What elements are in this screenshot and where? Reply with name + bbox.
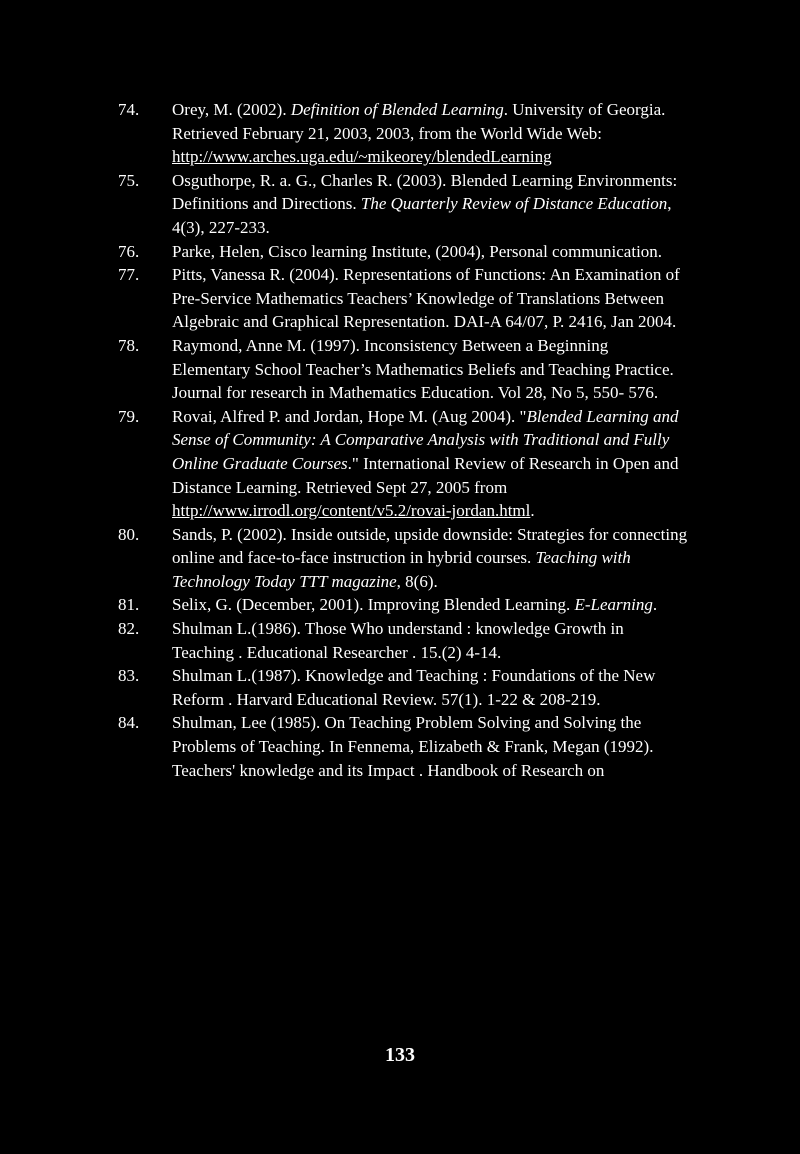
reference-number: 82.	[118, 619, 140, 639]
reference-link[interactable]: http://www.arches.uga.edu/~mikeorey/blendedLearning	[172, 147, 552, 167]
reference-text: Shulman L.(1986). Those Who understand : knowledge Growth in Teaching . Educational Researcher . 15.(2) 4-14.	[172, 619, 624, 662]
reference-item	[118, 593, 688, 617]
reference-text: Parke, Helen, Cisco learning Institute, (2004), Personal communication.	[172, 241, 663, 261]
reference-number: 80.	[118, 524, 140, 544]
reference-text: Rovai, Alfred P. and Jordan, Hope M. (Aug 2004). "Blended Learning and Sense of Community: A Comparative Analysis with Traditional and Fully Online Graduate Courses." International Review of Research in Open and Distance Learning. Retrieved Sept 27, 2005 from http://www.irrodl.org/content/v5.2/rovai-jordan.html.	[172, 406, 679, 521]
reference-text: Shulman, Lee (1985). On Teaching Problem Solving and Solving the Problems of Teaching. In Fennema, Elizabeth & Frank, Megan (1992). Teachers' knowledge and its Impact . Handbook of Research on	[172, 713, 654, 780]
reference-number: 77.	[118, 265, 140, 285]
reference-item	[118, 711, 688, 782]
reference-text: Raymond, Anne M. (1997). Inconsistency Between a Beginning Elementary School Teacher’s Mathematics Beliefs and Teaching Practice. Journal for research in Mathematics Education. Vol 28, No 5, 550- 576.	[172, 335, 674, 403]
reference-item	[118, 240, 688, 264]
reference-item	[118, 523, 688, 594]
reference-text: Pitts, Vanessa R. (2004). Representations of Functions: An Examination of Pre-Service Mathematics Teachers’ Knowledge of Translations Between Algebraic and Graphical Representation. DAI-A 64/07, P. 2416, Jan 2004.	[172, 265, 680, 332]
reference-item	[118, 98, 688, 169]
reference-number: 75.	[118, 170, 140, 190]
reference-number: 76.	[118, 241, 140, 261]
reference-item	[118, 664, 688, 711]
reference-number: 83.	[118, 666, 140, 686]
reference-number: 81.	[118, 595, 140, 615]
reference-text: Orey, M. (2002). Definition of Blended Learning. University of Georgia. Retrieved February 21, 2003, 2003, from the World Wide Web: http://www.arches.uga.edu/~mikeorey/blendedLearning	[172, 100, 666, 167]
reference-list	[118, 98, 688, 782]
reference-number: 79.	[118, 406, 140, 426]
reference-item	[118, 169, 688, 240]
reference-link[interactable]: http://www.irrodl.org/content/v5.2/rovai-jordan.html	[172, 501, 531, 521]
page-number: 133	[385, 1044, 415, 1066]
reference-text: Selix, G. (December, 2001). Improving Blended Learning. E-Learning.	[172, 595, 658, 615]
reference-item	[118, 405, 688, 523]
reference-text: Shulman L.(1987). Knowledge and Teaching : Foundations of the New Reform . Harvard Educational Review. 57(1). 1-22 & 208-219.	[172, 666, 656, 709]
reference-item	[118, 617, 688, 664]
reference-item	[118, 263, 688, 334]
reference-item	[118, 334, 688, 405]
reference-text: Osguthorpe, R. a. G., Charles R. (2003). Blended Learning Environments: Definitions and Directions. The Quarterly Review of Distance Education, 4(3), 227-233.	[172, 170, 678, 237]
reference-number: 78.	[118, 335, 140, 355]
reference-number: 84.	[118, 713, 140, 733]
reference-number: 74.	[118, 100, 140, 119]
reference-text: Sands, P. (2002). Inside outside, upside downside: Strategies for connecting online and face-to-face instruction in hybrid courses. Teaching with Technology Today TTT magazine, 8(6).	[172, 524, 688, 591]
